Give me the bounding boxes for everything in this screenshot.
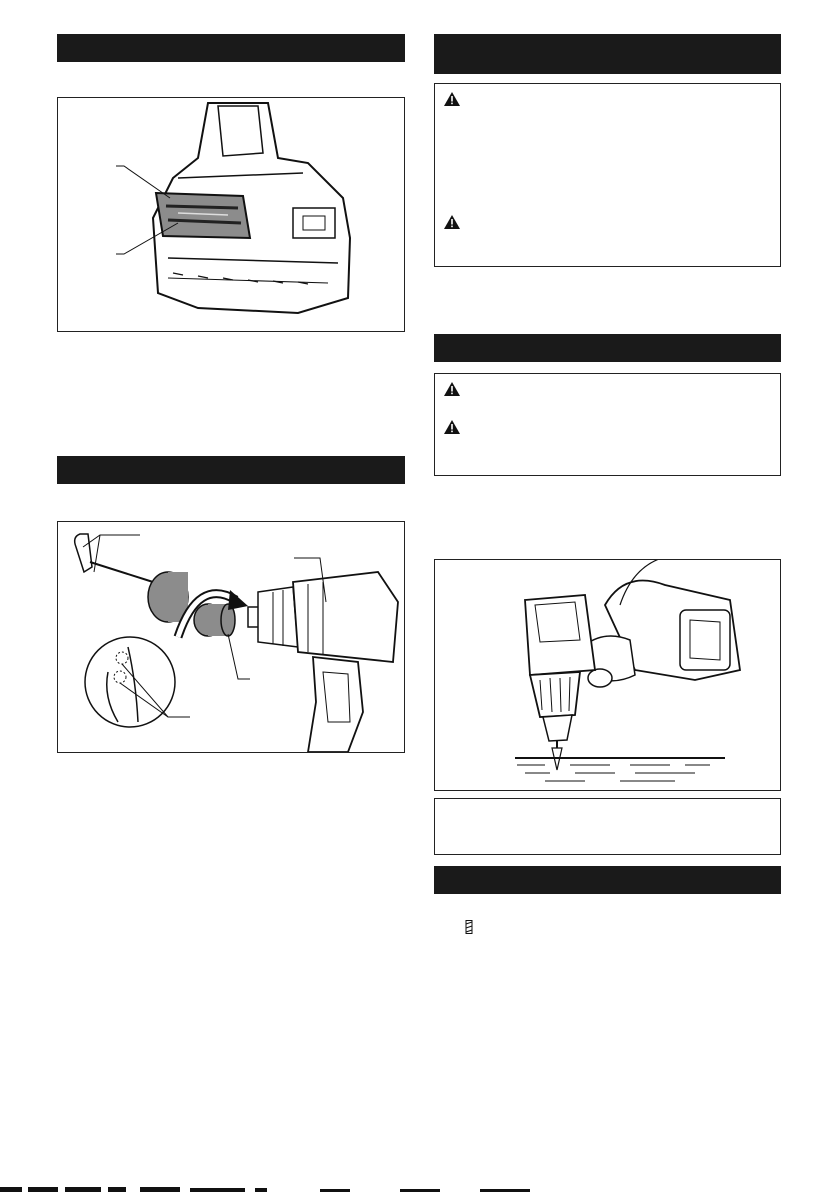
screwdriving-illustration [435,560,780,790]
warning-triangle-icon [444,420,460,434]
section-header-bar-2 [57,456,405,484]
bottom-cutoff-text-strip [0,1185,840,1192]
section-header-bar-5 [434,866,781,894]
warning-triangle-icon [444,215,460,229]
warning-triangle-icon [444,382,460,396]
figure-frame-screwdriving [434,559,781,791]
figure-frame-hook-install [57,521,405,753]
warning-box-2 [434,373,781,476]
battery-cover-illustration [58,98,404,331]
drill-bit-icon [465,920,473,934]
section-header-bar-1 [57,34,405,62]
figure-frame-battery-cover [57,97,405,332]
section-header-bar-3 [434,34,781,74]
warning-box-1 [434,83,781,267]
warning-triangle-icon [444,92,460,106]
section-header-bar-4 [434,334,781,362]
note-box [434,798,781,855]
hook-install-illustration [58,522,404,752]
